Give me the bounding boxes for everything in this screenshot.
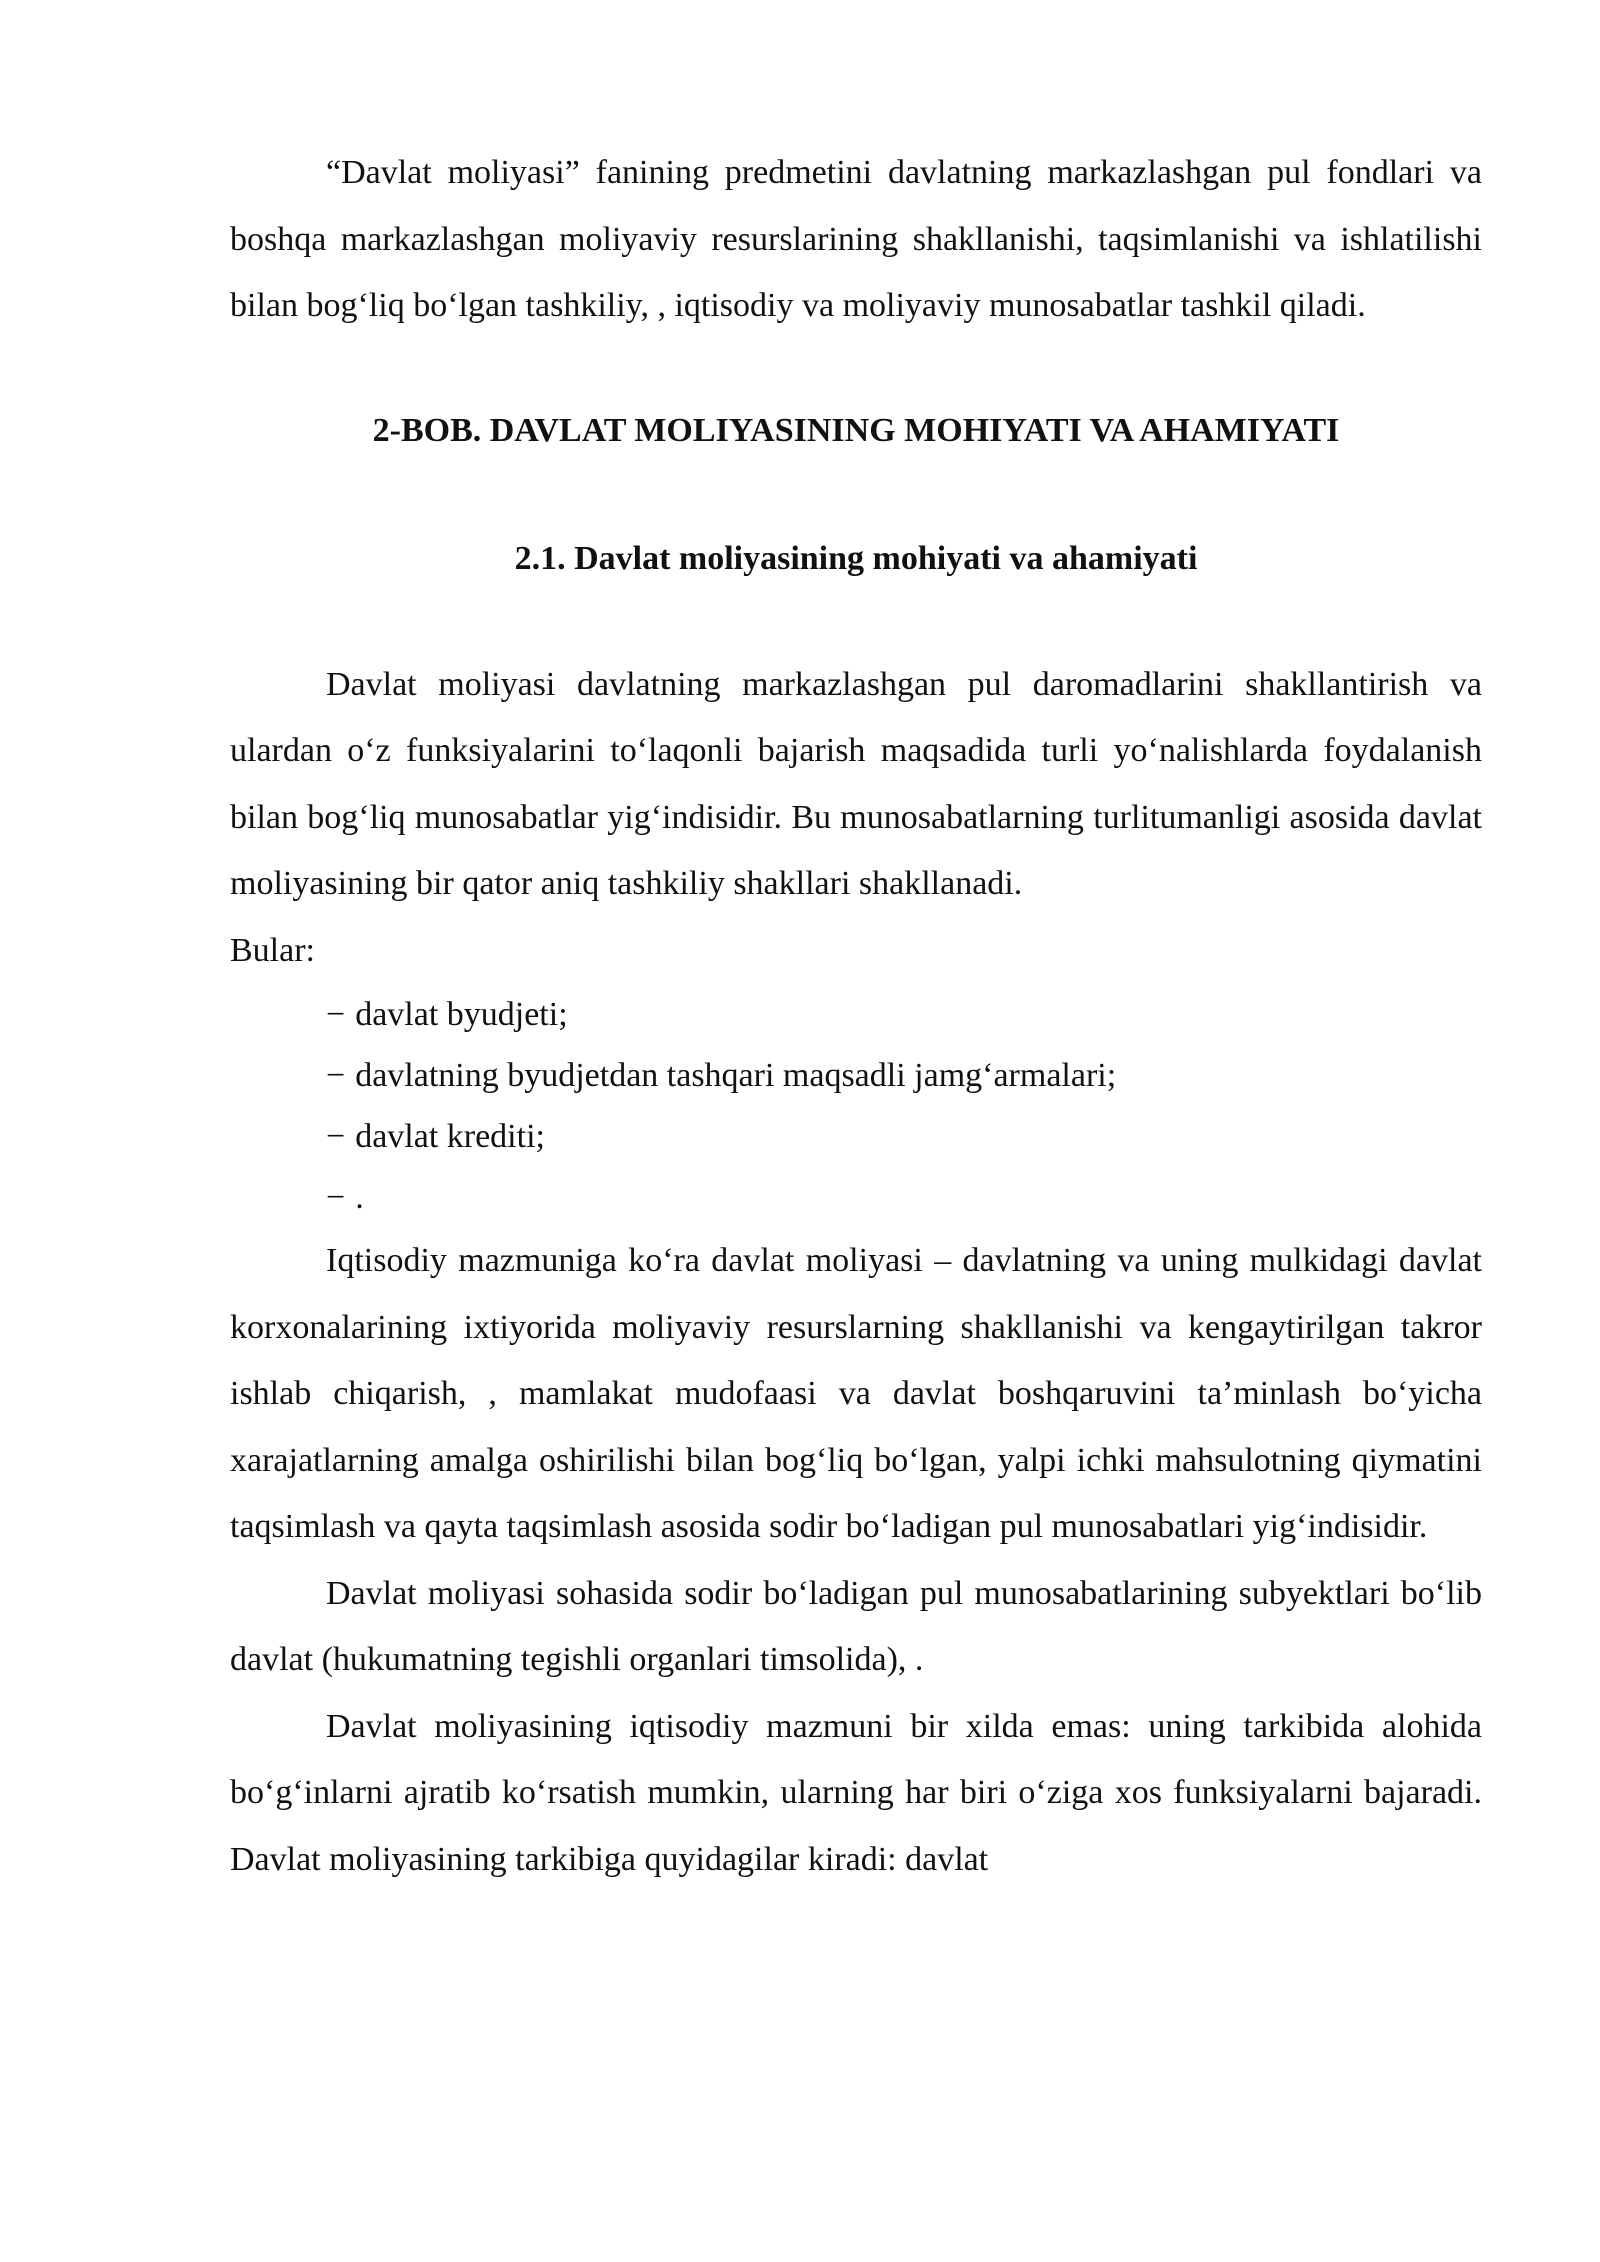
forms-list	[230, 984, 1482, 1228]
list-item	[326, 1045, 1482, 1106]
list-dash: −	[326, 1179, 346, 1216]
list-dash: −	[326, 1118, 346, 1155]
list-item-text: davlatning byudjetdan tashqari maqsadli jamg‘armalari;	[355, 1057, 1117, 1094]
paragraph-subjects: Davlat moliyasi sohasida sodir bo‘ladigan pul munosabatlarining subyektlari bo‘lib davlat (hukumatning tegishli organlari timsolida), .	[230, 1574, 1482, 1678]
paragraph-intro: “Davlat moliyasi” fanining predmetini davlatning markazlashgan pul fondlari va boshqa markazlashgan moliyaviy resurslarining shakllanishi, taqsimlanishi va ishlatilishi bilan bog‘liq bo‘lgan tashkiliy, , iqtisodiy va moliyaviy munosabatlar tashkil qiladi.	[230, 154, 1482, 324]
list-item	[326, 1167, 1482, 1228]
paragraph-structure: Davlat moliyasining iqtisodiy mazmuni bir xilda emas: uning tarkibida alohida bo‘g‘inlarni ajratib ko‘rsatish mumkin, ularning har biri o‘ziga xos funksiyalarni bajaradi. Davlat moliyasining tarkibiga quyidagilar kiradi: davlat	[230, 1707, 1482, 1878]
list-item	[326, 1106, 1482, 1167]
list-intro: Bular:	[230, 931, 315, 969]
chapter-title: 2-BOB. DAVLAT MOLIYASINING MOHIYATI VA AHAMIYATI	[372, 411, 1340, 449]
document-page	[230, 140, 1482, 1893]
paragraph-economic-content: Iqtisodiy mazmuniga ko‘ra davlat moliyasi – davlatning va uning mulkidagi davlat korxonalarining ixtiyorida moliyaviy resurslarning shakllanishi va kengaytirilgan takror ishlab chiqarish, , mamlakat mudofaasi va davlat boshqaruvini ta’minlash bo‘yicha xarajatlarning amalga oshirilishi bilan bog‘liq bo‘lgan, yalpi ichki mahsulotning qiymatini taqsimlash va qayta taqsimlash asosida sodir bo‘ladigan pul munosabatlari yig‘indisidir.	[230, 1242, 1482, 1545]
list-dash: −	[326, 1057, 346, 1094]
list-item	[326, 984, 1482, 1045]
list-item-text: .	[355, 1179, 364, 1216]
section-title: 2.1. Davlat moliyasining mohiyati va ahamiyati	[514, 539, 1198, 577]
list-item-text: davlat byudjeti;	[355, 996, 568, 1033]
list-dash: −	[326, 996, 346, 1033]
list-item-text: davlat krediti;	[355, 1118, 545, 1155]
paragraph-definition: Davlat moliyasi davlatning markazlashgan pul daromadlarini shakllantirish va ulardan o‘z funksiyalarini to‘laqonli bajarish maqsadida turli yo‘nalishlarda foydalanish bilan bog‘liq munosabatlar yig‘indisidir. Bu munosabatlarning turlitumanligi asosida davlat moliyasining bir qator aniq tashkiliy shakllari shakllanadi.	[230, 665, 1482, 902]
